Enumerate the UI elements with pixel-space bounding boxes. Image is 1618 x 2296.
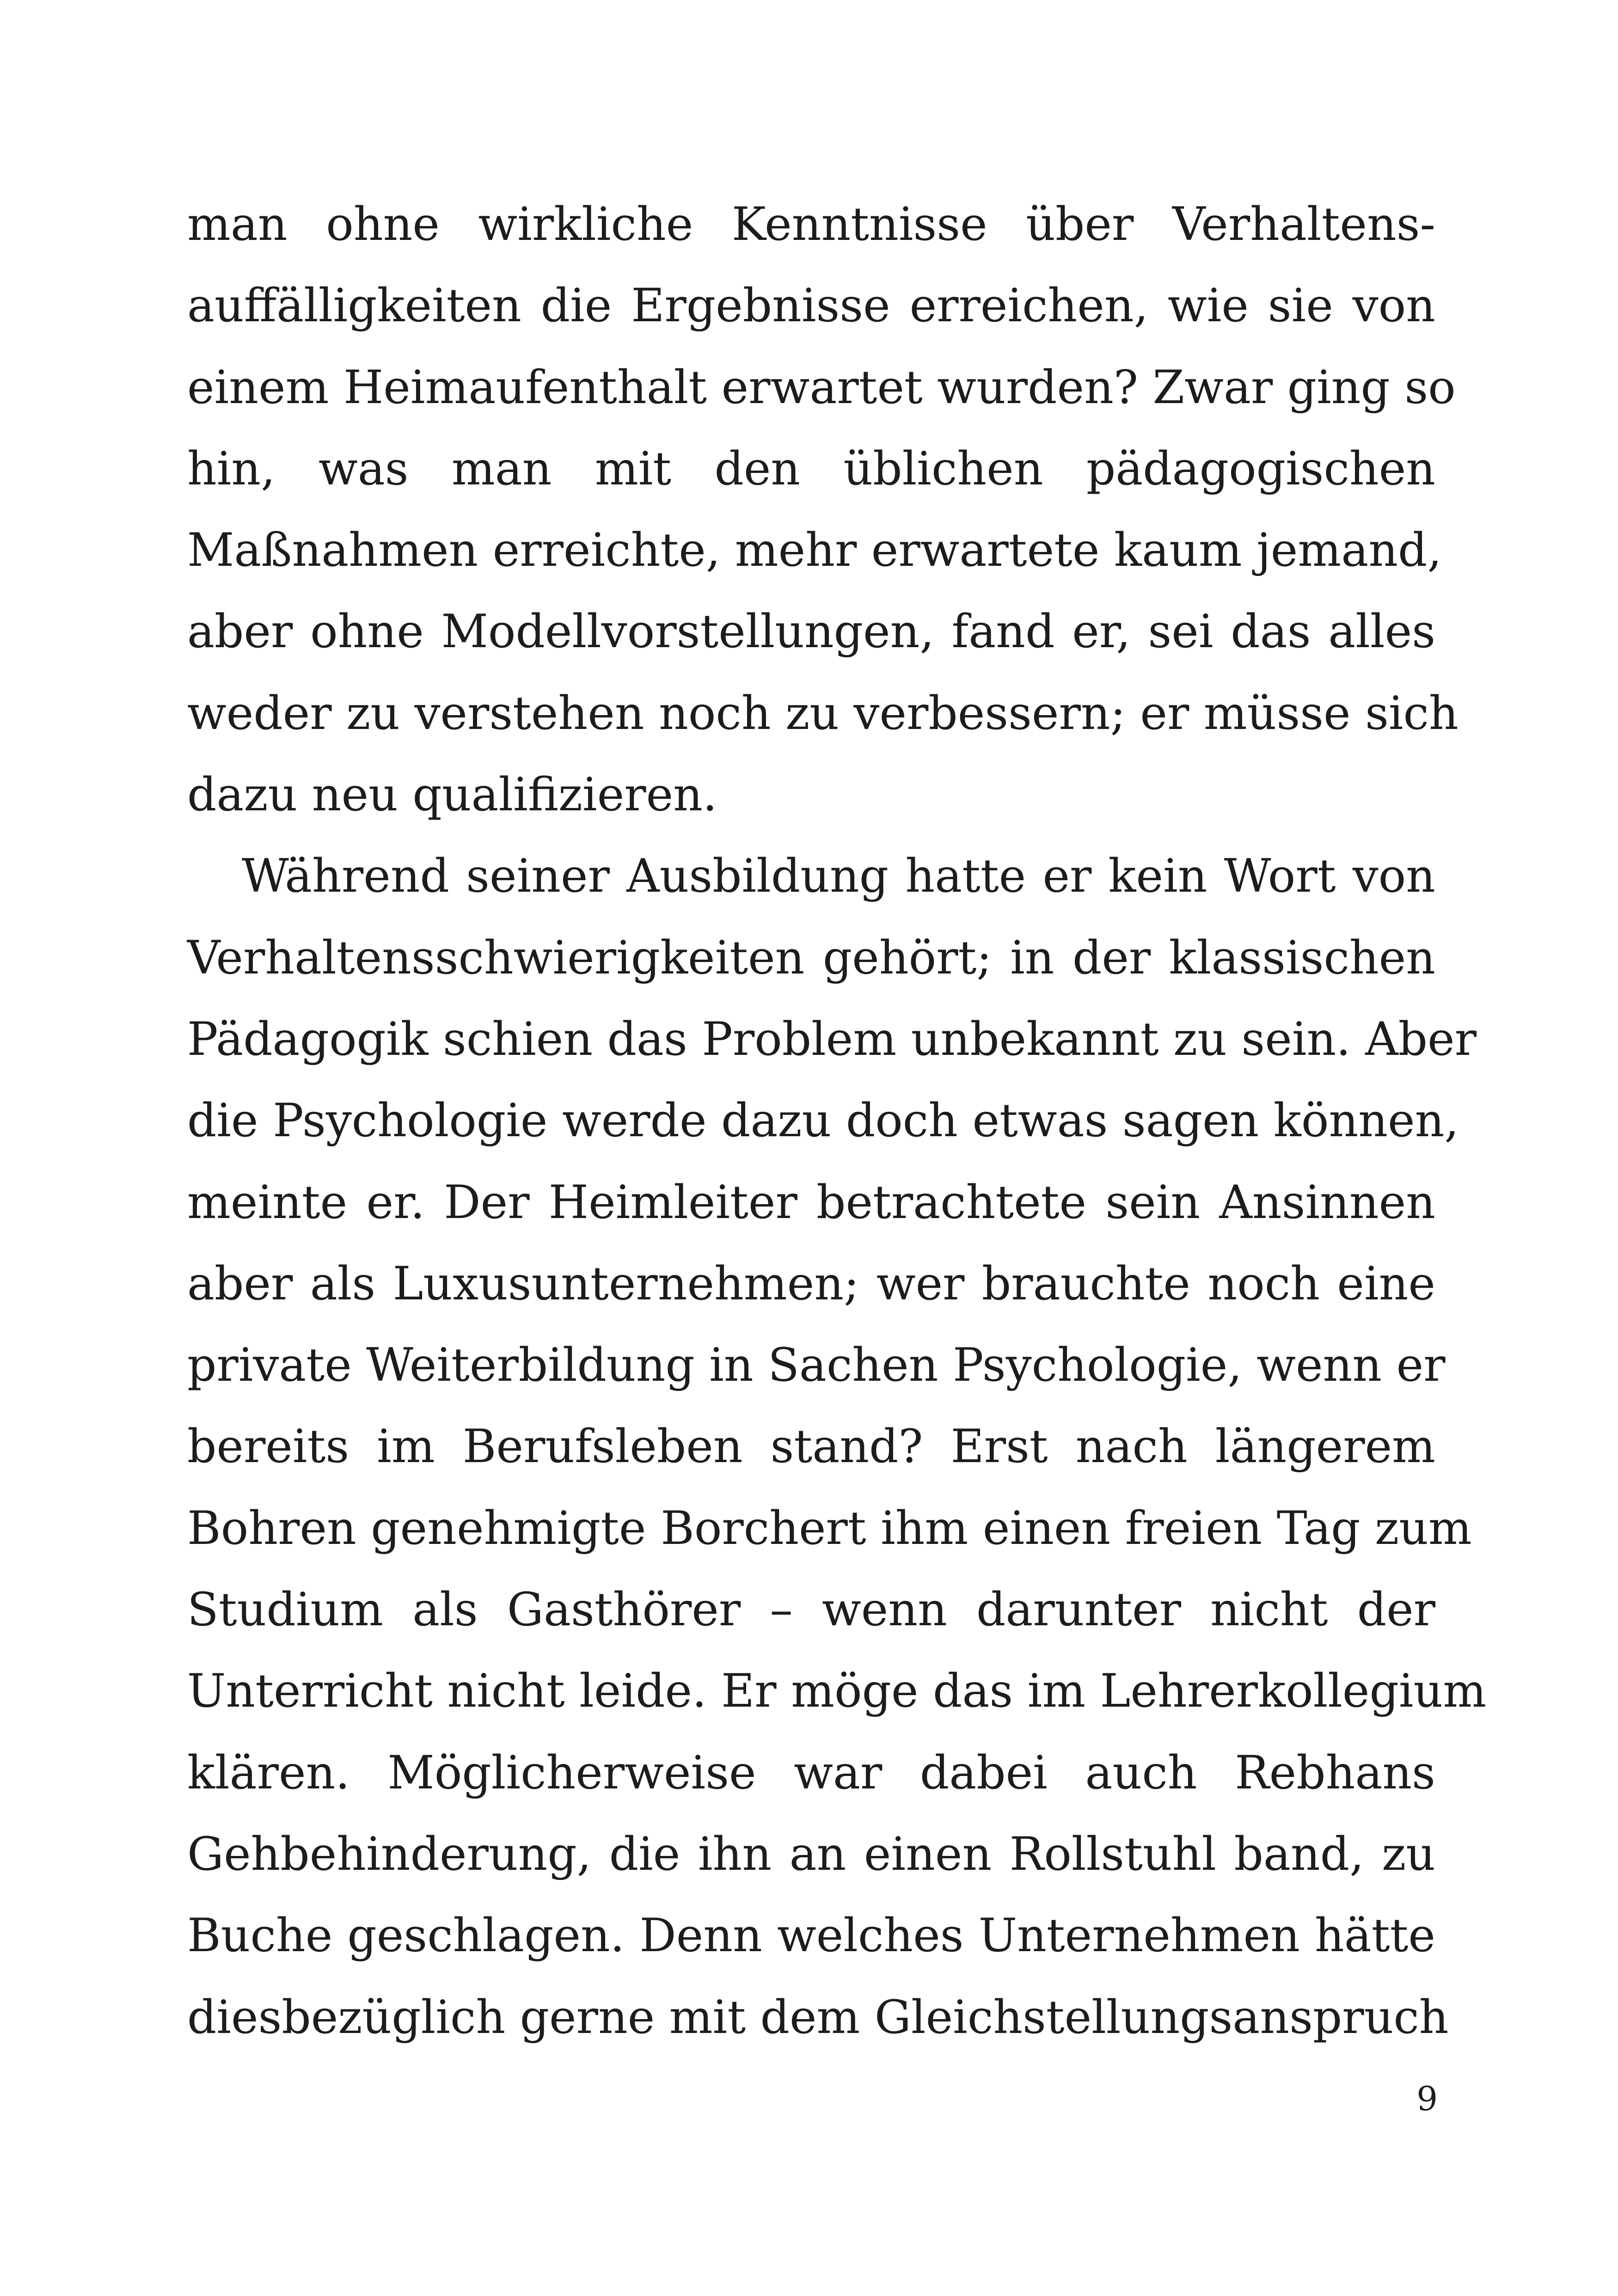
text-line: Während seiner Ausbildung hatte er kein Wort von bbox=[242, 850, 1435, 903]
text-line: Pädagogik schien das Problem unbekannt zu sein. Aber bbox=[187, 1012, 1477, 1066]
text-line: aber als Luxusunternehmen; wer brauchte noch eine bbox=[187, 1257, 1435, 1310]
text-line: die Psychologie werde dazu doch etwas sagen können, bbox=[187, 1094, 1459, 1148]
text-line: Gehbehinderung, die ihn an einen Rollstuhl band, zu bbox=[187, 1827, 1435, 1881]
text-line: Unterricht nicht leide. Er möge das im Lehrerkollegium bbox=[187, 1665, 1487, 1718]
text-line: weder zu verstehen noch zu verbessern; er müsse sich bbox=[187, 686, 1459, 740]
text-line: Buche geschlagen. Denn welches Unternehmen hätte bbox=[187, 1909, 1435, 1963]
text-line: einem Heimaufenthalt erwartet wurden? Zwar ging so bbox=[187, 361, 1456, 414]
text-line: bereits im Berufsleben stand? Erst nach längerem bbox=[187, 1420, 1435, 1474]
body-text bbox=[187, 184, 1487, 2058]
text-line: klären. Möglicherweise war dabei auch Rebhans bbox=[187, 1746, 1435, 1800]
text-line: Bohren genehmigte Borchert ihm einen freien Tag zum bbox=[187, 1501, 1472, 1555]
text-line: Maßnahmen erreichte, mehr erwartete kaum jemand, bbox=[187, 524, 1442, 577]
text-line: private Weiterbildung in Sachen Psychologie, wenn er bbox=[187, 1339, 1446, 1392]
text-line: diesbezüglich gerne mit dem Gleichstellungsanspruch bbox=[187, 1990, 1449, 2044]
text-line: meinte er. Der Heimleiter betrachtete sein Ansinnen bbox=[187, 1176, 1435, 1229]
text-line: dazu neu qualifizieren. bbox=[187, 768, 717, 822]
text-line: auffälligkeiten die Ergebnisse erreichen, wie sie von bbox=[187, 279, 1435, 333]
text-line: Studium als Gasthörer – wenn darunter nicht der bbox=[187, 1583, 1435, 1637]
text-line: aber ohne Modellvorstellungen, fand er, sei das alles bbox=[187, 605, 1435, 659]
text-line: Verhaltensschwierigkeiten gehört; in der klassischen bbox=[187, 931, 1435, 985]
text-line: hin, was man mit den üblichen pädagogischen bbox=[187, 442, 1435, 496]
text-line: man ohne wirkliche Kenntnisse über Verhaltens- bbox=[187, 198, 1435, 251]
page-number: 9 bbox=[1416, 2079, 1438, 2118]
